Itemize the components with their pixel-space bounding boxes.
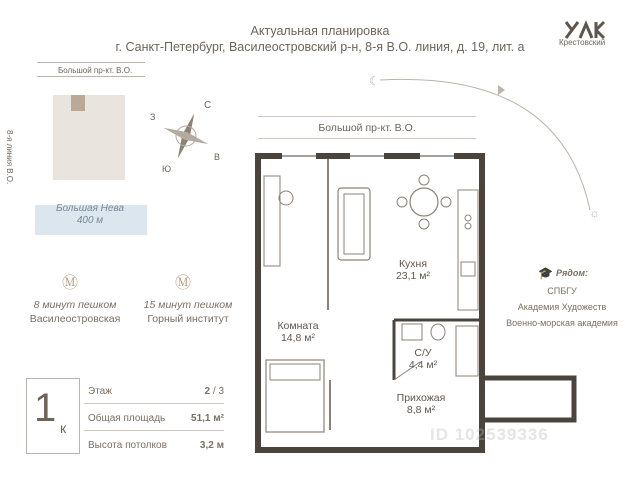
compass-east: В: [214, 152, 221, 162]
krestovsky-logo-icon: [558, 18, 622, 40]
room-bath-area: 4,4 м²: [408, 359, 438, 371]
compass-north: С: [204, 100, 212, 111]
river-distance: 400 м: [76, 215, 104, 226]
metro-station-2: Горный институт: [147, 313, 229, 325]
metro-time-1: 8 минут пешком: [33, 299, 117, 311]
metro-icon: Ⓜ: [175, 275, 192, 292]
map-street-side: 8-я линия В.О.: [5, 130, 14, 185]
room-bath-name: С/У: [414, 347, 432, 359]
rooms-suffix: к: [60, 420, 67, 436]
floor-current: 2: [204, 386, 211, 397]
plan-title: Актуальная планировка: [250, 24, 390, 38]
floor-sep: /: [210, 386, 219, 397]
area-value: 51,1 м²: [191, 413, 224, 424]
nearby-item: Академия Художеств: [517, 302, 607, 312]
watermark: ID 102539336: [430, 425, 549, 444]
river-name: Большая Нева: [55, 203, 125, 214]
room-living-name: Комната: [277, 320, 319, 332]
floor-value: [180, 386, 224, 397]
room-living-area: 14,8 м²: [280, 332, 316, 344]
floor-label: Этаж: [88, 386, 112, 397]
brand-name: Крестовский: [559, 38, 606, 47]
ceiling-label: Высота потолков: [88, 440, 167, 451]
compass-rose-icon: [158, 108, 214, 164]
nearby-item: СПБГУ: [547, 286, 577, 296]
plan-street-label: Большой пр-кт. В.О.: [318, 122, 416, 134]
room-kitchen-name: Кухня: [398, 258, 428, 270]
nearby-title: Рядом:: [556, 268, 589, 278]
floor-total: 3: [218, 386, 224, 397]
compass-west: З: [150, 112, 156, 122]
rooms-number: 1: [34, 386, 57, 430]
ceiling-value: 3,2 м: [199, 440, 224, 451]
area-label: Общая площадь: [88, 413, 166, 424]
map-street-top: Большой пр-кт. В.О.: [58, 66, 133, 75]
room-hall-name: Прихожая: [396, 392, 446, 404]
room-kitchen-area: 23,1 м²: [395, 270, 431, 282]
graduation-cap-icon: 🎓: [538, 266, 553, 280]
address-line: г. Санкт-Петербург, Василеостровский р-н, 8-я В.О. линия, д. 19, лит. а: [115, 40, 525, 54]
nearby-item: Военно-морская академия: [506, 318, 618, 328]
sun-icon: ☼: [589, 206, 600, 220]
moon-icon: ☾: [369, 74, 380, 88]
map-buildings: [35, 90, 147, 260]
metro-station-1: Василеостровская: [29, 313, 121, 325]
metro-time-2: 15 минут пешком: [143, 299, 233, 311]
compass-south: Ю: [162, 164, 172, 174]
room-hall-area: 8,8 м²: [406, 404, 436, 416]
metro-icon: Ⓜ: [62, 275, 79, 292]
